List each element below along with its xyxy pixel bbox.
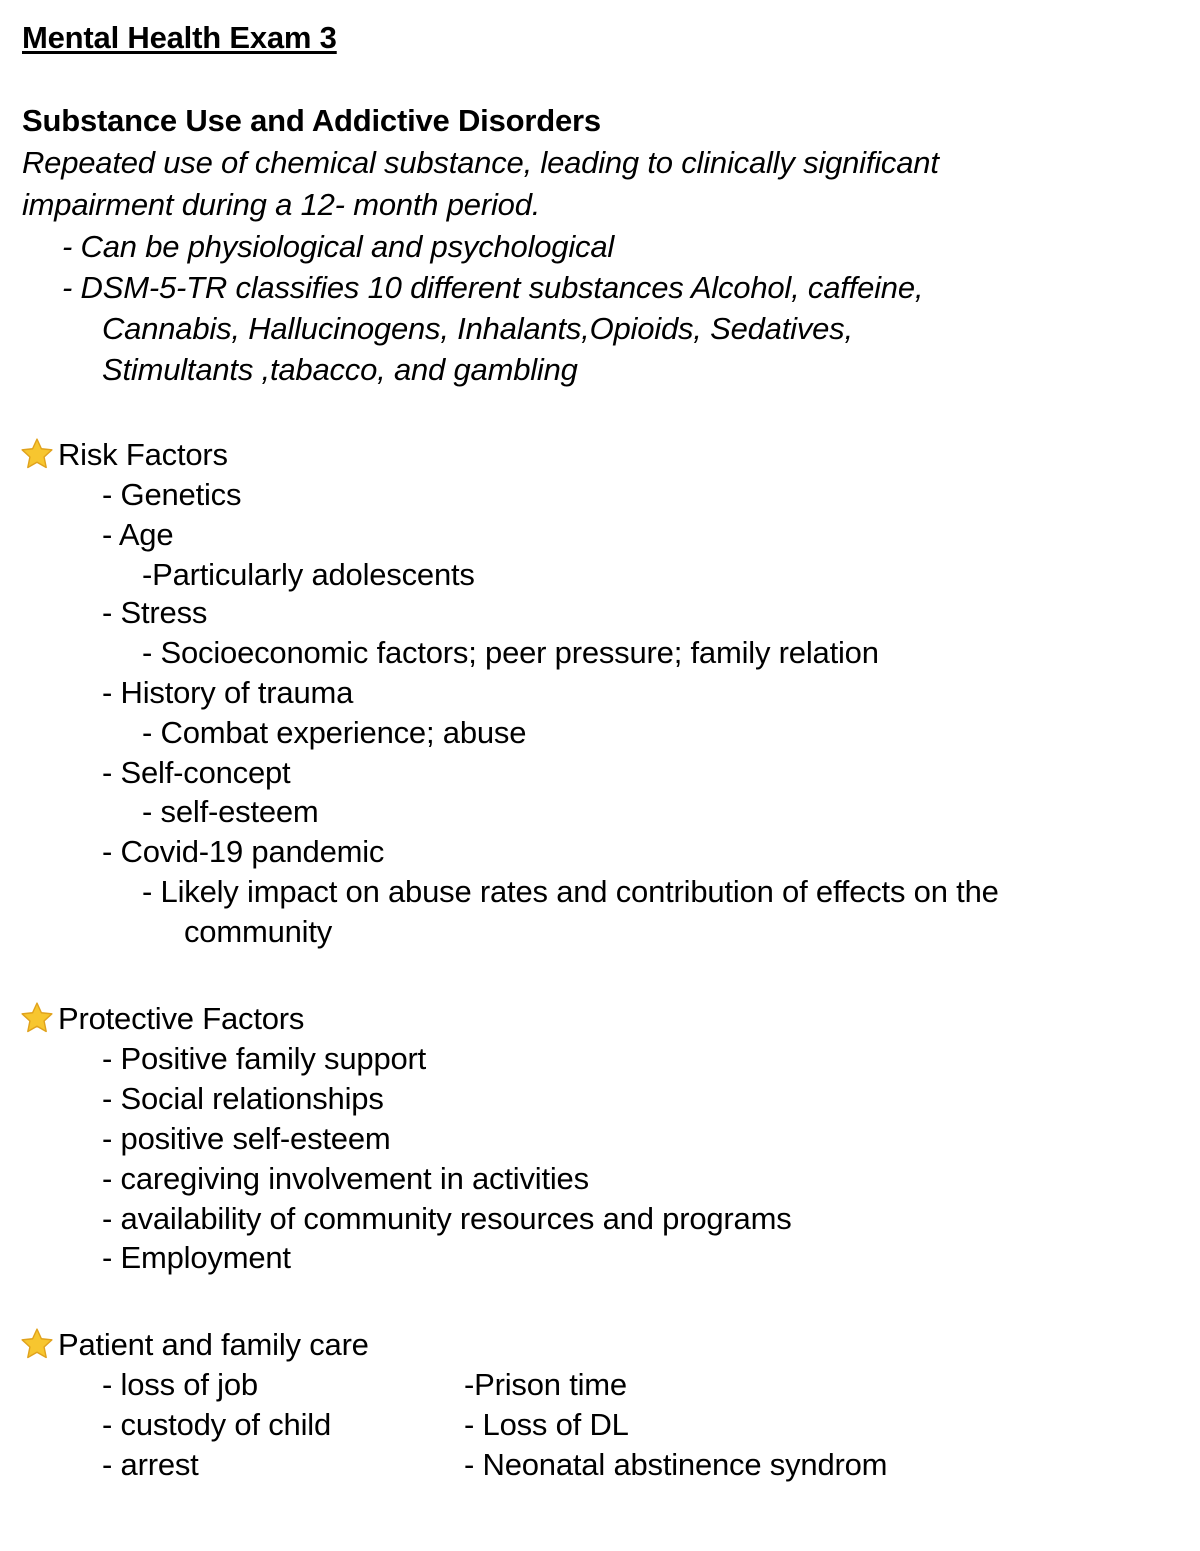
- risk-factor-subitem: -Particularly adolescents: [142, 557, 475, 592]
- care-item-right: -Prison time: [464, 1367, 627, 1402]
- protective-factors-heading: [20, 999, 304, 1039]
- definition-bullet-continuation: Stimultants ,tabacco, and gambling: [102, 352, 578, 387]
- risk-factors-label: Risk Factors: [58, 437, 228, 472]
- patient-family-care-label: Patient and family care: [58, 1327, 369, 1362]
- risk-factor-subitem-continuation: community: [184, 914, 333, 949]
- patient-family-care-heading: [20, 1325, 369, 1365]
- protective-factor-item: - Social relationships: [102, 1081, 384, 1116]
- protective-factors-label: Protective Factors: [58, 1001, 305, 1036]
- star-icon: [20, 1001, 54, 1035]
- risk-factor-subitem: - Combat experience; abuse: [142, 715, 527, 750]
- risk-factor-subitem: - self-esteem: [142, 794, 319, 829]
- care-item-right: - Neonatal abstinence syndrom: [464, 1447, 888, 1482]
- definition-line: impairment during a 12- month period.: [22, 187, 541, 222]
- risk-factor-item: - Covid-19 pandemic: [102, 834, 385, 869]
- risk-factor-item: - Age: [102, 517, 174, 552]
- definition-bullet: - DSM-5-TR classifies 10 different substances Alcohol, caffeine,: [62, 270, 924, 305]
- page-title: Mental Health Exam 3: [22, 20, 337, 55]
- care-item-right: - Loss of DL: [464, 1407, 629, 1442]
- protective-factor-item: - Positive family support: [102, 1041, 427, 1076]
- definition-line: Repeated use of chemical substance, leading to clinically significant: [22, 145, 939, 180]
- protective-factor-item: - availability of community resources and programs: [102, 1201, 792, 1236]
- section-heading: Substance Use and Addictive Disorders: [22, 103, 601, 138]
- care-item-left: - custody of child: [102, 1407, 332, 1442]
- risk-factors-heading: [20, 435, 228, 475]
- risk-factor-subitem: - Socioeconomic factors; peer pressure; family relation: [142, 635, 879, 670]
- care-item-left: - arrest: [102, 1447, 199, 1482]
- risk-factor-item: - Self-concept: [102, 755, 291, 790]
- risk-factor-item: - History of trauma: [102, 675, 354, 710]
- risk-factor-subitem: - Likely impact on abuse rates and contribution of effects on the: [142, 874, 999, 909]
- protective-factor-item: - positive self-esteem: [102, 1121, 391, 1156]
- star-icon: [20, 1327, 54, 1361]
- care-item-left: - loss of job: [102, 1367, 258, 1402]
- risk-factor-item: - Genetics: [102, 477, 242, 512]
- risk-factor-item: - Stress: [102, 595, 208, 630]
- definition-bullet-continuation: Cannabis, Hallucinogens, Inhalants,Opioids, Sedatives,: [102, 311, 853, 346]
- definition-bullet: - Can be physiological and psychological: [62, 229, 615, 264]
- protective-factor-item: - caregiving involvement in activities: [102, 1161, 589, 1196]
- protective-factor-item: - Employment: [102, 1240, 291, 1275]
- star-icon: [20, 437, 54, 471]
